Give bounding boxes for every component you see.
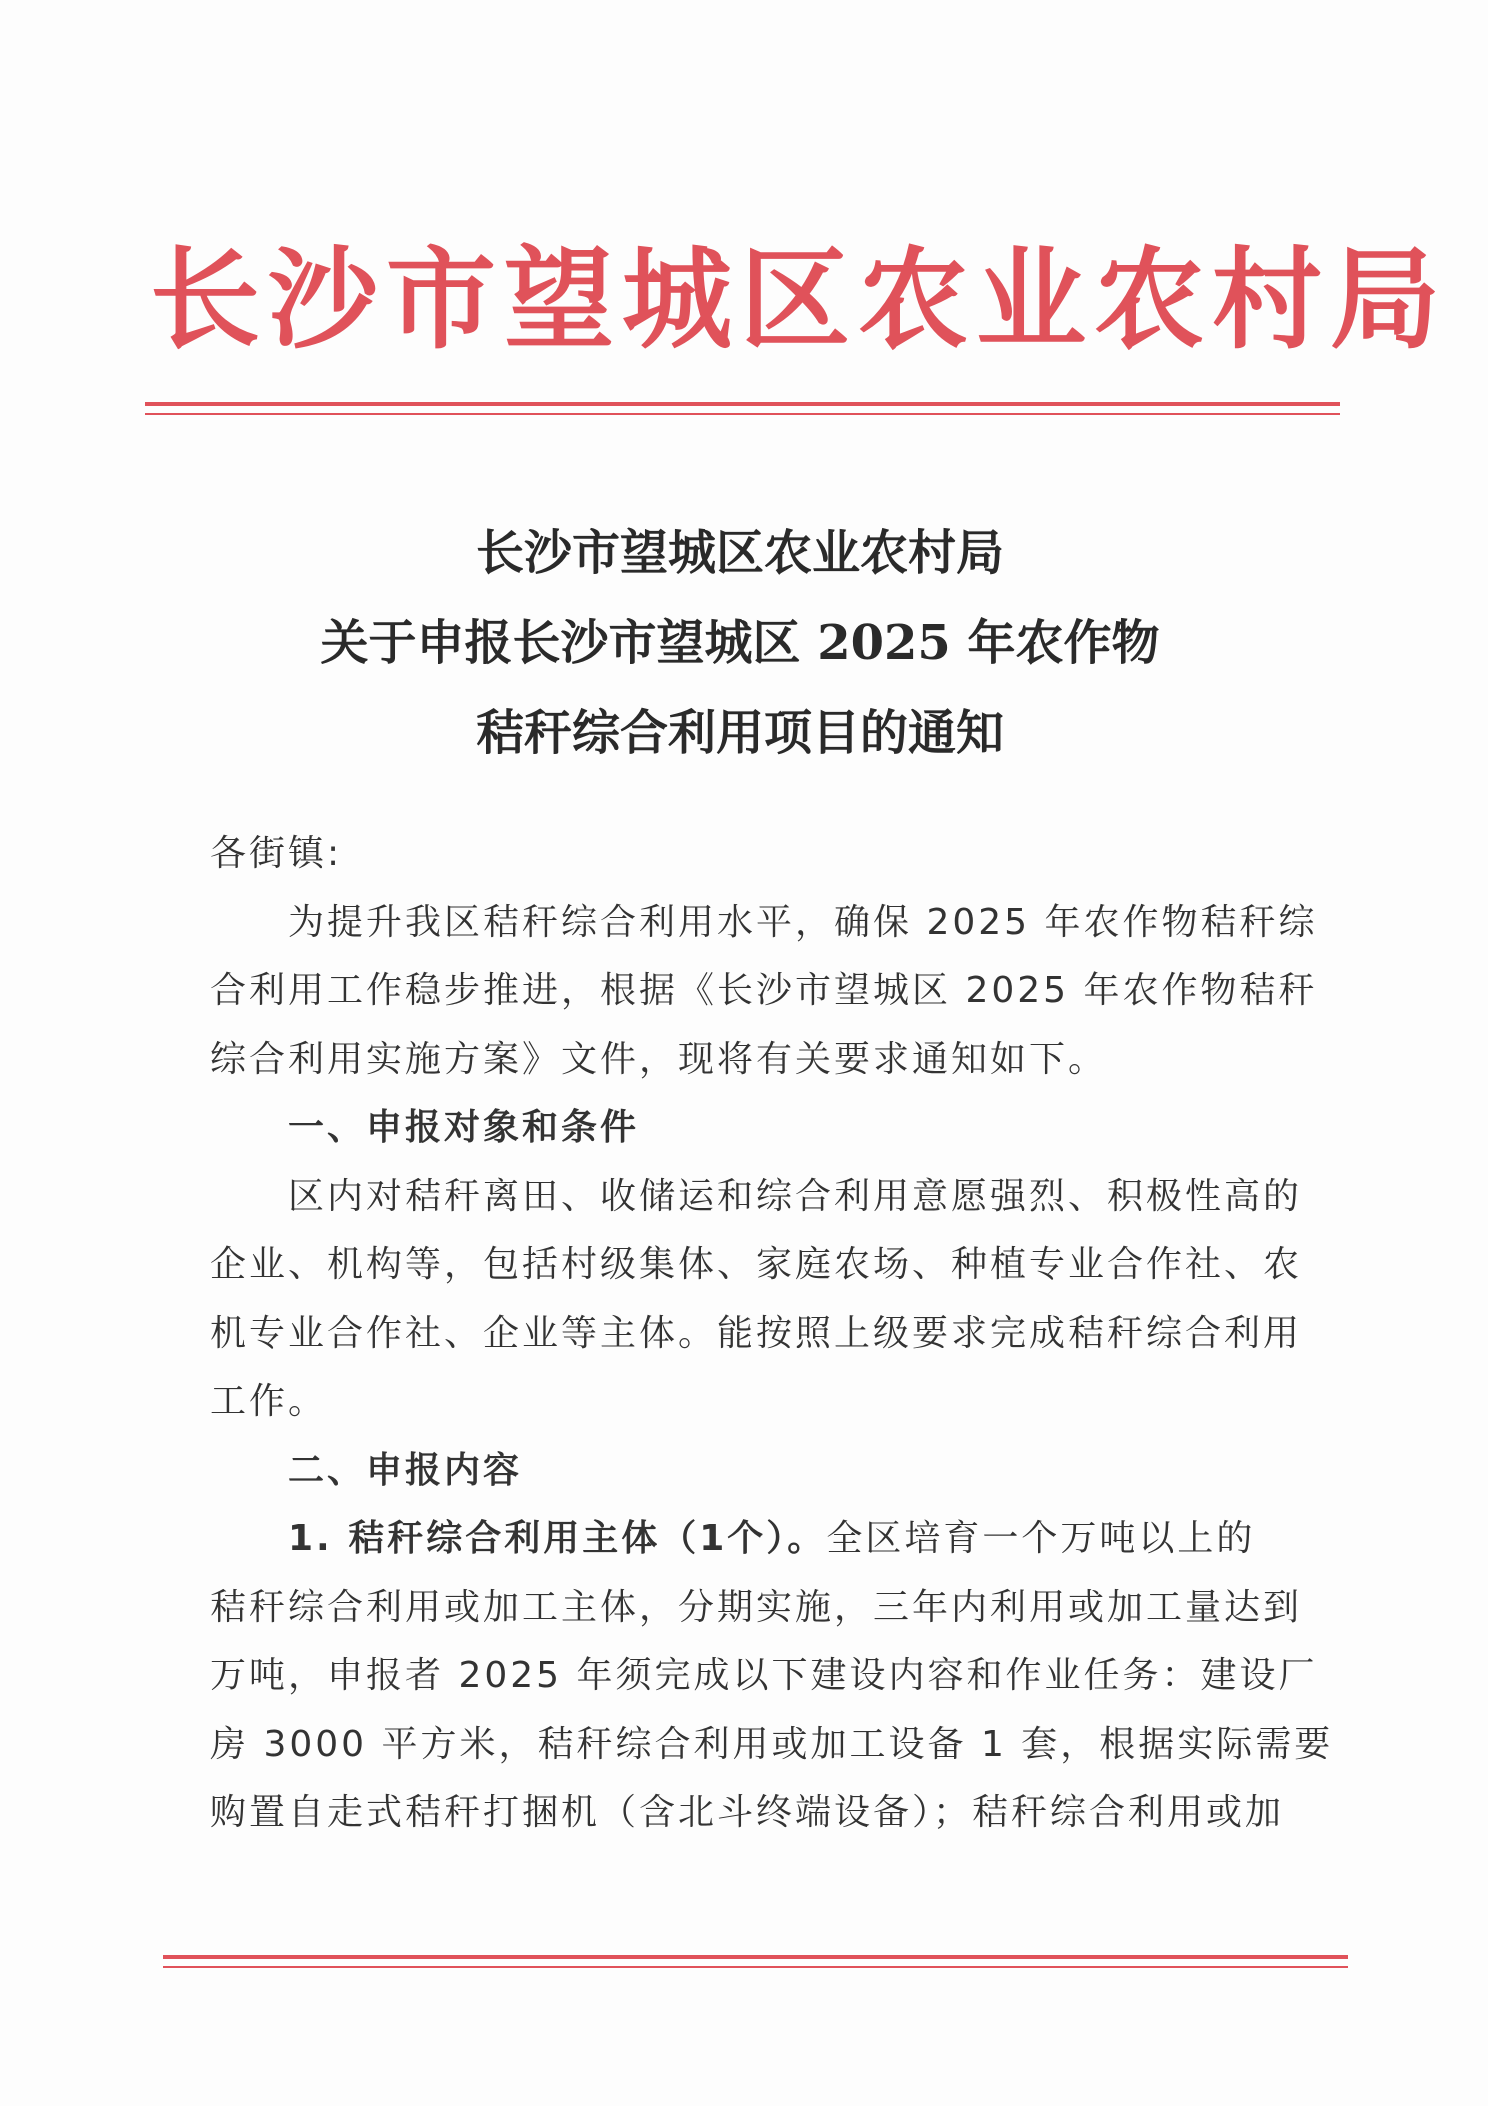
- section-1-heading: 一、申报对象和条件: [288, 1107, 640, 1148]
- item-1-line: 秸秆综合利用或加工主体，分期实施，三年内利用或加工量达到: [210, 1586, 1303, 1628]
- header-red-rule-thick: [145, 402, 1340, 406]
- document-body: [210, 820, 1334, 1848]
- item-1-label: 1. 秸秆综合利用主体（1个）。: [288, 1518, 827, 1559]
- agency-header: 长沙市望城区农业农村局: [150, 235, 1448, 364]
- title-line-3: 秸秆综合利用项目的通知: [475, 705, 1004, 761]
- intro-line: 为提升我区秸秆综合利用水平，确保 2025 年农作物秸秆综: [288, 901, 1318, 943]
- footer-red-rule-thin: [163, 1966, 1348, 1968]
- header-red-rule-thin: [145, 413, 1340, 415]
- salutation: 各街镇:: [210, 833, 343, 874]
- section-1-line: 企业、机构等，包括村级集体、家庭农场、种植专业合作社、农: [210, 1244, 1303, 1285]
- section-1-line: 机专业合作社、企业等主体。能按照上级要求完成秸秆综合利用: [210, 1312, 1303, 1354]
- item-1-line: 房 3000 平方米，秸秆综合利用或加工设备 1 套，根据实际需要: [210, 1723, 1334, 1765]
- section-2-heading: 二、申报内容: [288, 1449, 523, 1491]
- section-1-line: 区内对秸秆离田、收储运和综合利用意愿强烈、积极性高的: [288, 1175, 1303, 1217]
- item-1-text: 全区培育一个万吨以上的: [826, 1518, 1256, 1559]
- title-line-1: 长沙市望城区农业农村局: [475, 525, 1004, 581]
- item-1-line: 万吨，申报者 2025 年须完成以下建设内容和作业任务：建设厂: [210, 1655, 1318, 1696]
- intro-line: 综合利用实施方案》文件，现将有关要求通知如下。: [210, 1038, 1108, 1080]
- document-title: [150, 508, 1330, 778]
- intro-line: 合利用工作稳步推进，根据《长沙市望城区 2025 年农作物秸秆: [210, 970, 1318, 1011]
- title-line-2: 关于申报长沙市望城区 2025 年农作物: [320, 615, 1160, 671]
- footer-red-rule-thick: [163, 1955, 1348, 1959]
- item-1-first-line: [210, 1505, 1320, 1574]
- item-1-line: 购置自走式秸秆打捆机（含北斗终端设备）；秸秆综合利用或加: [210, 1792, 1285, 1833]
- section-1-line: 工作。: [210, 1381, 328, 1422]
